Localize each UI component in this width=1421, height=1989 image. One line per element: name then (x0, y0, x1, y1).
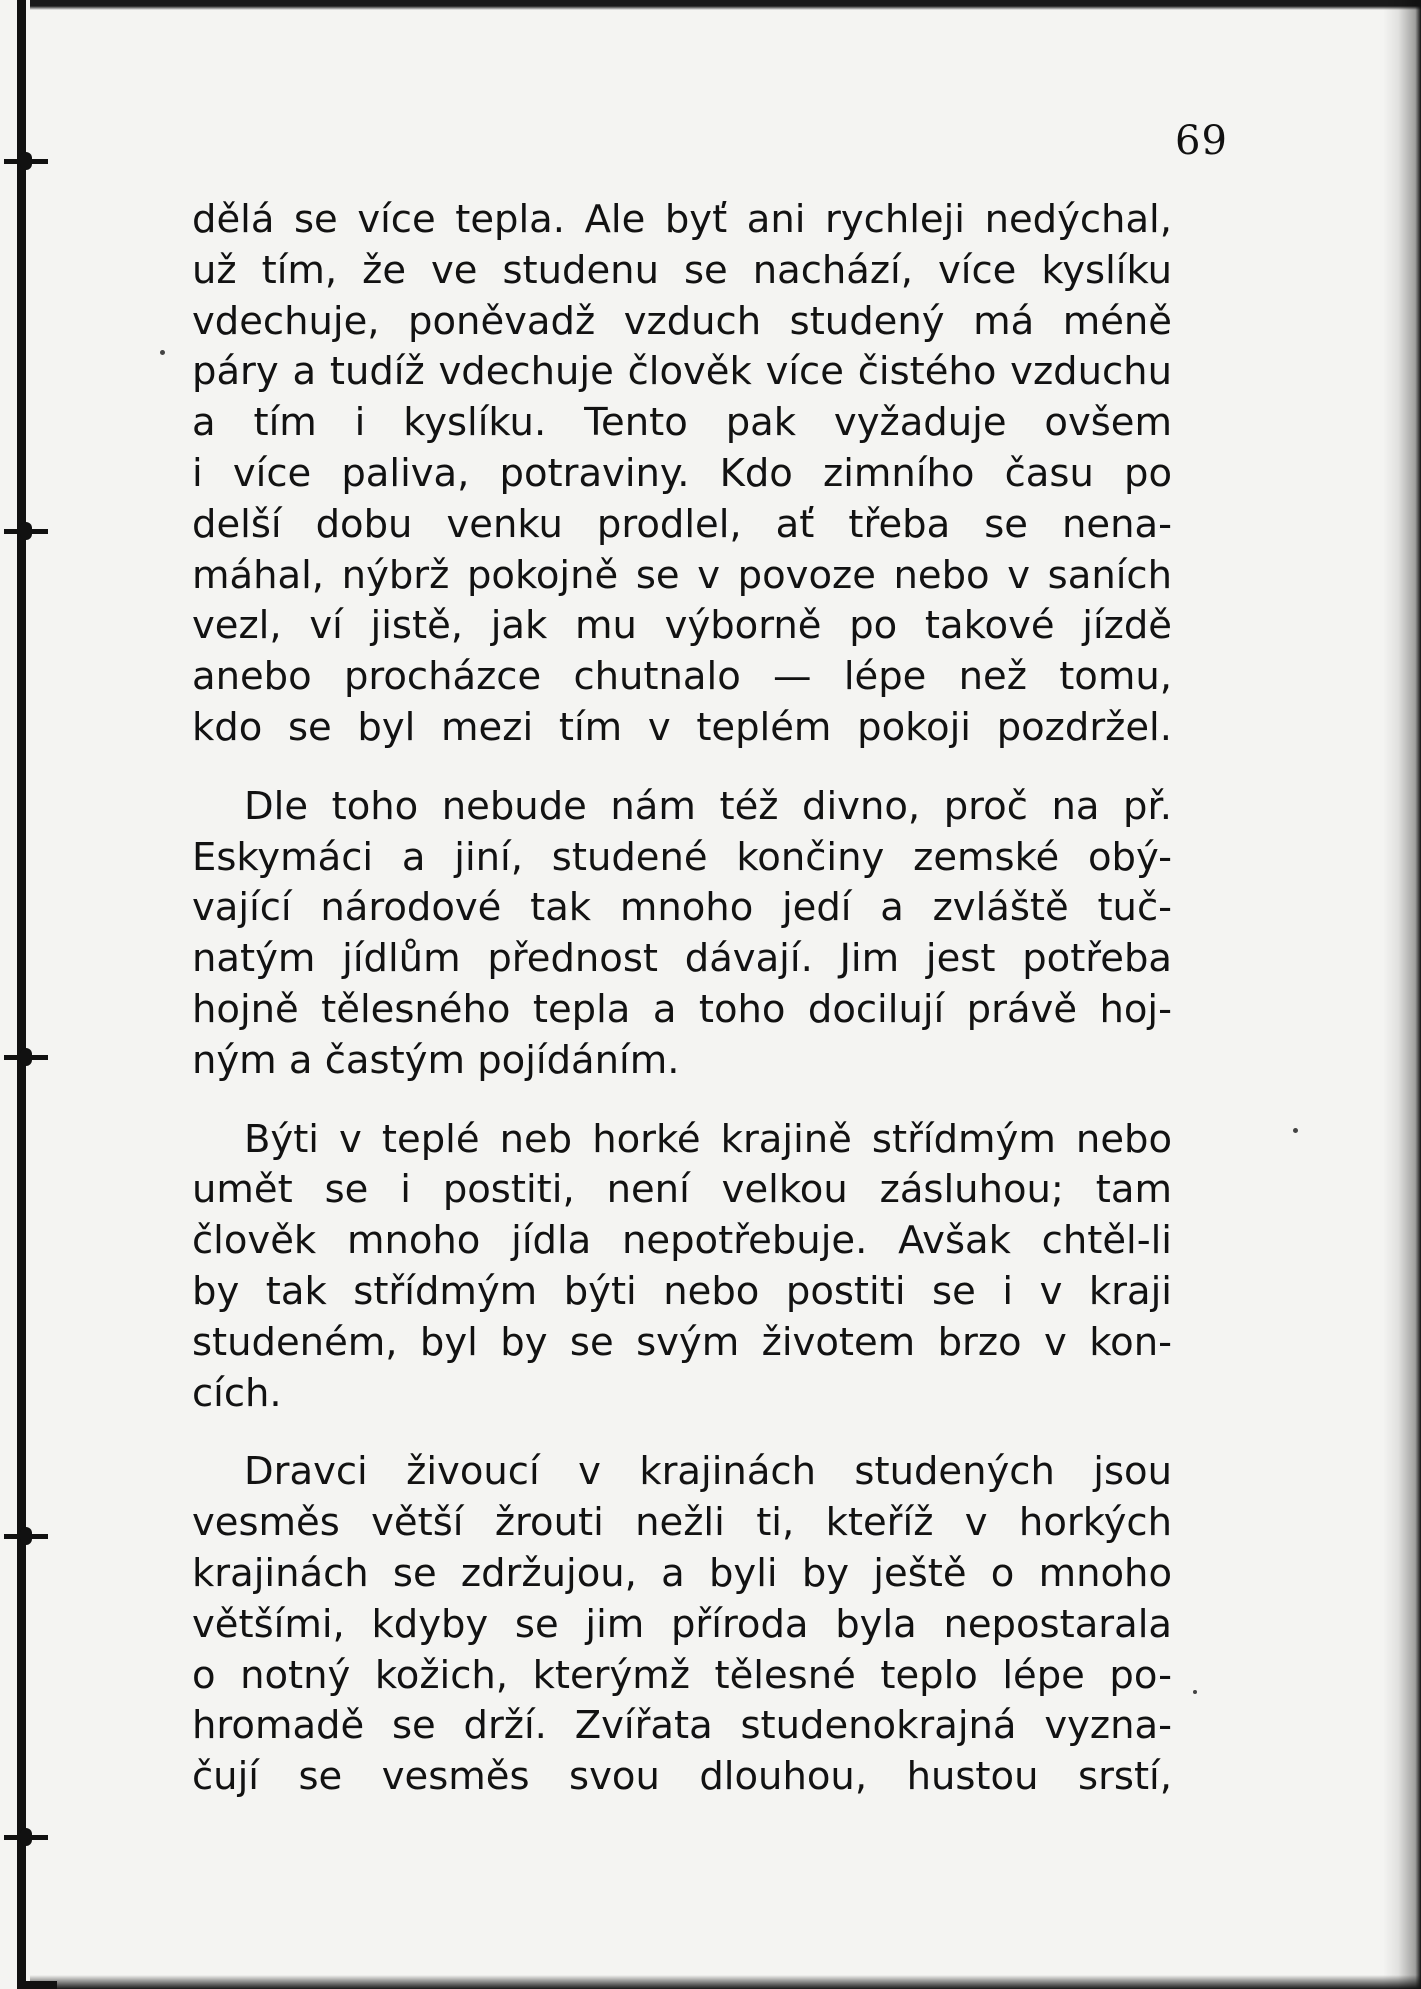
paper-speck (1193, 1690, 1197, 1694)
paragraph-gap (192, 754, 1172, 782)
paragraph (192, 782, 1172, 1087)
paragraph (192, 195, 1172, 754)
text-line: Eskymáci a jiní, studené končiny zemské obý- (192, 834, 1172, 880)
text-line: o notný kožich, kterýmž tělesné teplo lépe po- (192, 1652, 1172, 1698)
text-line: vdechuje, poněvadž vzduch studený má méně (192, 298, 1172, 344)
text-line: i více paliva, potraviny. Kdo zimního času po (192, 450, 1172, 496)
text-line: vezl, ví jistě, jak mu výborně po takové jízdě (192, 603, 1172, 649)
text-line: dělá se více tepla. Ale byť ani rychleji nedýchal, (192, 197, 1172, 242)
binding-bottom (17, 1981, 57, 1989)
paragraph-gap (192, 1087, 1172, 1115)
text-line: delší dobu venku prodlel, ať třeba se nena- (192, 501, 1172, 547)
binding-stitch-icon (4, 522, 48, 540)
paragraph (192, 1115, 1172, 1420)
page-bottom-edge (0, 1975, 1421, 1989)
paragraph (192, 1447, 1172, 1803)
text-line: Dravci živoucí v krajinách studených jsou (244, 1449, 1172, 1495)
text-line: anebo procházce chutnalo — lépe než tomu, (192, 654, 1172, 700)
binding-line (17, 0, 26, 1989)
text-line: vesměs větší žrouti nežli ti, kteříž v horkých (192, 1500, 1172, 1546)
text-line: hromadě se drží. Zvířata studenokrajná vyzna- (192, 1703, 1172, 1749)
text-line: natým jídlům přednost dávají. Jim jest potřeba (192, 936, 1172, 982)
text-line: a tím i kyslíku. Tento pak vyžaduje ovšem (192, 400, 1172, 446)
paragraph-gap (192, 1419, 1172, 1447)
binding-stitch-icon (4, 152, 48, 170)
text-line: studeném, byl by se svým životem brzo v kon- (192, 1319, 1172, 1365)
body-text (192, 195, 1172, 1803)
text-line: čují se vesměs svou dlouhou, hustou srstí, (192, 1754, 1172, 1800)
text-line: umět se i postiti, není velkou zásluhou; tam (192, 1167, 1172, 1213)
page-right-shadow (1383, 0, 1421, 1989)
text-line: Dle toho nebude nám též divno, proč na př. (244, 783, 1172, 829)
book-binding (0, 0, 30, 1989)
text-line: máhal, nýbrž pokojně se v povoze nebo v saních (192, 552, 1172, 598)
binding-stitch-icon (4, 1048, 48, 1066)
text-line: člověk mnoho jídla nepotřebuje. Avšak chtěl-li (192, 1218, 1172, 1264)
text-line: už tím, že ve studenu se nachází, více kyslíku (192, 247, 1172, 293)
text-line: krajinách se zdržujou, a byli by ještě o mnoho (192, 1550, 1172, 1596)
binding-stitch-icon (4, 1828, 48, 1846)
text-line: vající národové tak mnoho jedí a zvláště tuč- (192, 885, 1172, 931)
page-number: 69 (1175, 118, 1228, 164)
page-top-edge (0, 0, 1421, 10)
text-line: Býti v teplé neb horké krajině střídmým nebo (244, 1116, 1172, 1162)
text-line: páry a tudíž vdechuje člověk více čistého vzduchu (192, 349, 1172, 395)
text-line: by tak střídmým býti nebo postiti se i v kraji (192, 1268, 1172, 1314)
text-line: hojně tělesného tepla a toho docilují právě hoj- (192, 986, 1172, 1032)
text-line: ným a častým pojídáním. (192, 1037, 680, 1083)
paper-speck (1293, 1128, 1298, 1133)
text-line: kdo se byl mezi tím v teplém pokoji pozdržel. (192, 704, 1172, 750)
text-line: většími, kdyby se jim příroda byla nepostarala (192, 1601, 1172, 1647)
paper-speck (160, 350, 165, 355)
text-line: cích. (192, 1370, 282, 1416)
binding-stitch-icon (4, 1527, 48, 1545)
